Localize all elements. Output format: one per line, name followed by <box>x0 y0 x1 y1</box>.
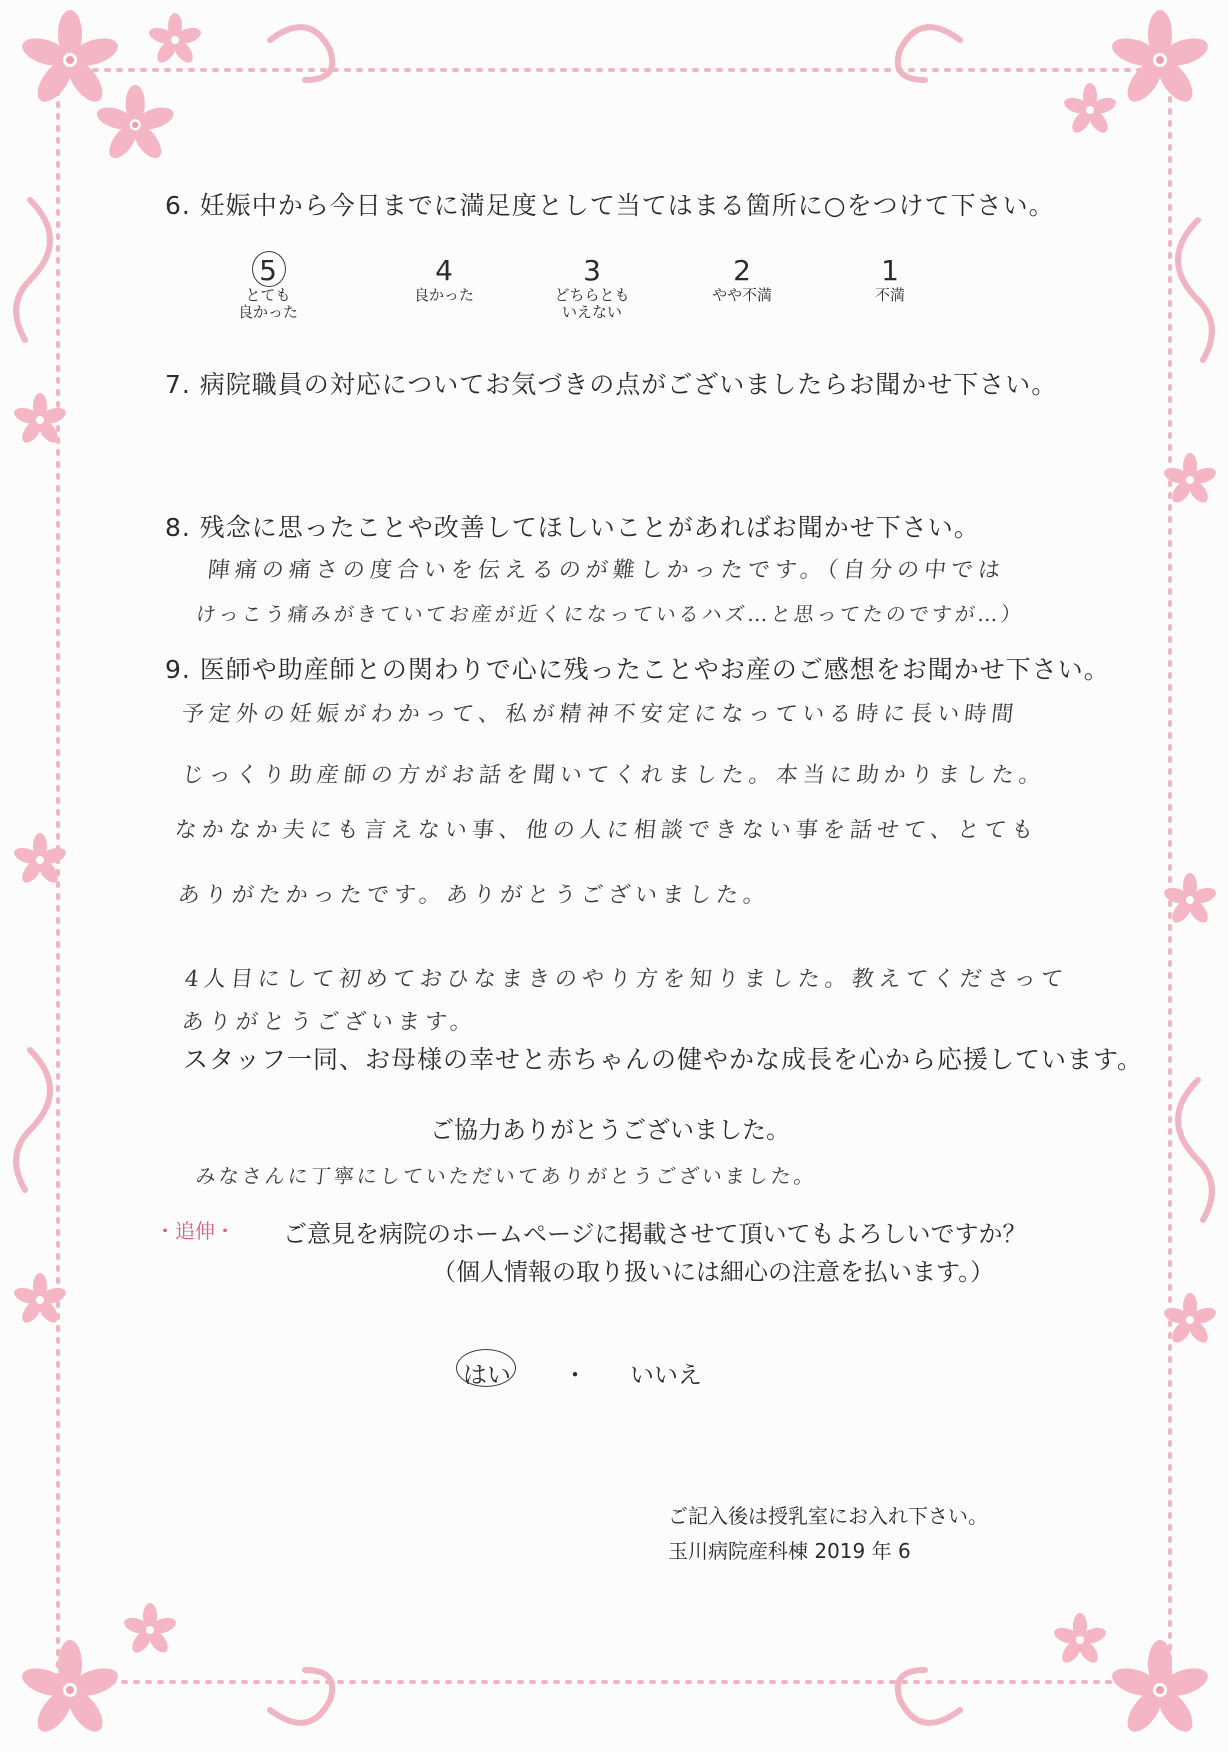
q9-answer-line: ありがたかったです。ありがとうございました。 <box>176 883 772 908</box>
question-6-text: 6. 妊娠中から今日までに満足度として当てはまる箇所に○をつけて下さい。 <box>165 191 1055 220</box>
footer-instruction: ご記入後は授乳室にお入れ下さい。 <box>668 1504 988 1528</box>
q9-answer-line: なかなか夫にも言えない事、他の人に相談できない事を話せて、とても <box>173 818 1040 843</box>
postscript-note: （個人情報の取り扱いには細心の注意を払います。） <box>432 1258 995 1286</box>
postscript-tag: ・追伸・ <box>155 1219 235 1243</box>
rating-number: 1 <box>881 254 899 287</box>
q9-answer-line: じっくり助産師の方がお話を聞いてくれました。本当に助かりました。 <box>180 763 1048 788</box>
q8-answer-line: 陣痛の痛さの度合いを伝えるのが難しかったです。（自分の中では <box>206 558 1007 583</box>
rating-label-line: いえない <box>561 303 622 321</box>
staff-message: スタッフ一同、お母様の幸せと赤ちゃんの健やかな成長を心から応援しています。 <box>183 1045 1144 1074</box>
rating-option-4[interactable] <box>389 254 499 304</box>
q8-answer-line: けっこう痛みがきていてお産が近くになっているハズ…と思ってたのですが…） <box>194 602 1026 626</box>
question-9-text: 9. 医師や助産師との関わりで心に残ったことやお産のご感想をお聞かせ下さい。 <box>165 655 1110 684</box>
rating-label-line: 良かった <box>413 286 474 304</box>
selected-consent-circle <box>456 1349 516 1387</box>
consent-separator: ・ <box>563 1361 587 1389</box>
thanks-text: ご協力ありがとうございました。 <box>430 1116 790 1144</box>
handwritten-thanks: みなさんに丁寧にしていただいてありがとうございました。 <box>194 1164 819 1188</box>
q9-answer-line: ありがとうございます。 <box>180 1010 479 1035</box>
rating-option-2[interactable] <box>687 254 797 304</box>
rating-option-3[interactable] <box>537 254 647 321</box>
q9-answer-line: 4人目にして初めておひなまきのやり方を知りました。教えてくださって <box>183 967 1070 992</box>
rating-number: 2 <box>733 254 751 287</box>
q9-answer-line: 予定外の妊娠がわかって、私が精神不安定になっている時に長い時間 <box>180 702 1020 727</box>
question-7-text: 7. 病院職員の対応についてお気づきの点がございましたらお聞かせ下さい。 <box>165 370 1058 399</box>
rating-number: 5 <box>259 254 277 287</box>
rating-label-line: 不満 <box>874 286 905 304</box>
rating-number: 4 <box>435 254 453 287</box>
rating-label-line: やや不満 <box>711 286 772 304</box>
consent-no-option[interactable]: いいえ <box>630 1361 702 1389</box>
rating-label-line: とても <box>245 286 291 304</box>
rating-option-1[interactable] <box>835 254 945 304</box>
rating-label-line: どちらとも <box>554 286 630 304</box>
postscript-question: ご意見を病院のホームページに掲載させて頂いてもよろしいですか？ <box>283 1220 1027 1248</box>
footer-organization: 玉川病院産科棟 2019 年 6 <box>668 1539 911 1563</box>
rating-number: 3 <box>583 254 601 287</box>
consent-yes-option[interactable]: はい <box>463 1361 511 1389</box>
question-8-text: 8. 残念に思ったことや改善してほしいことがあればお聞かせ下さい。 <box>165 513 980 542</box>
selected-rating-circle <box>252 251 286 287</box>
rating-label-line: 良かった <box>237 303 298 321</box>
